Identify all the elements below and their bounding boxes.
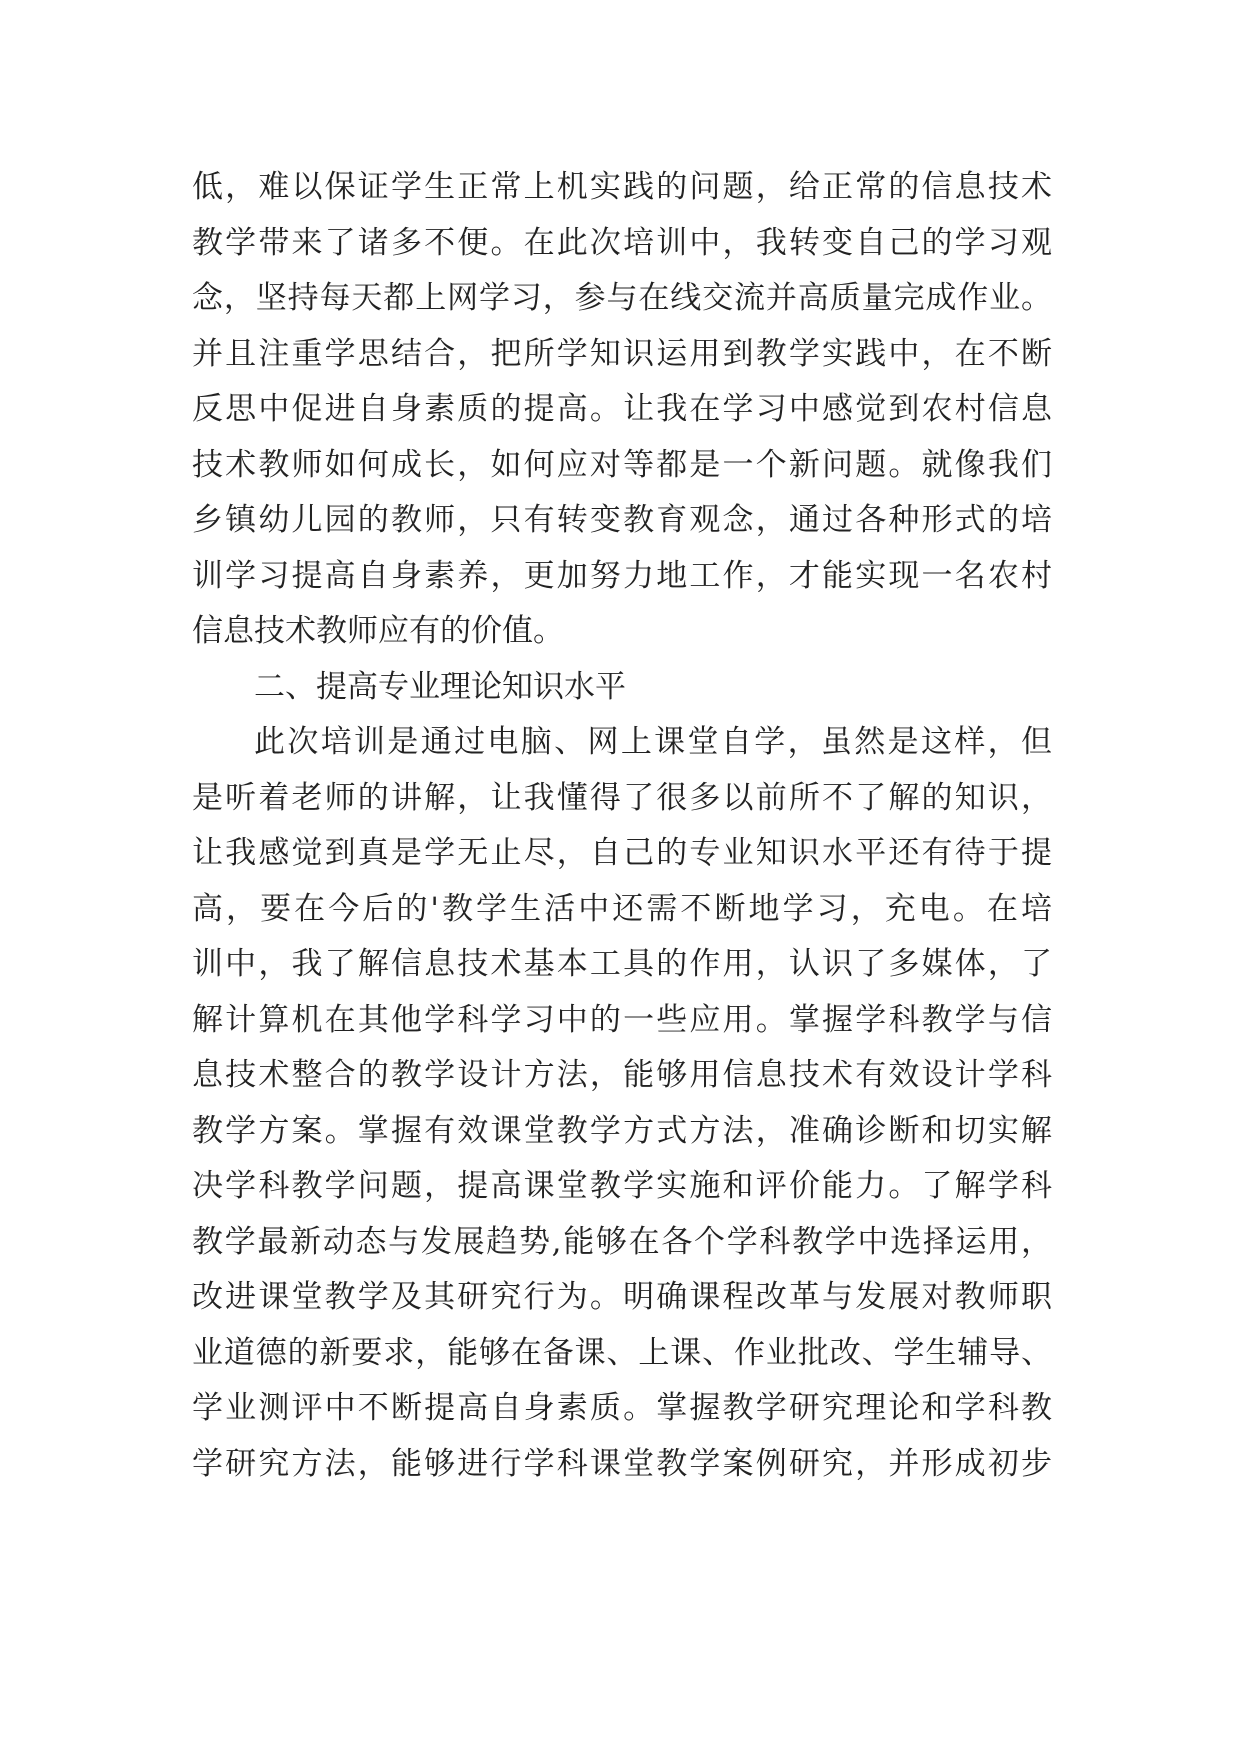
text-line: 并且注重学思结合，把所学知识运用到教学实践中，在不断 [192,335,1052,372]
text-line: 训学习提高自身素养，更加努力地工作，才能实现一名农村 [192,557,1052,594]
section-heading: 二、提高专业理论知识水平 [254,668,626,705]
text-line: 息技术整合的教学设计方法，能够用信息技术有效设计学科 [192,1057,1052,1093]
text-line: 教学最新动态与发展趋势,能够在各个学科教学中选择运用， [192,1223,1052,1260]
text-line: 训中，我了解信息技术基本工具的作用，认识了多媒体，了 [192,946,1052,982]
text-line: 乡镇幼儿园的教师，只有转变教育观念，通过各种形式的培 [192,502,1052,538]
text-line: 学研究方法，能够进行学科课堂教学案例研究，并形成初步 [192,1445,1052,1482]
text-line: 低，难以保证学生正常上机实践的问题，给正常的信息技术 [192,169,1052,205]
text-line: 是听着老师的讲解，让我懂得了很多以前所不了解的知识， [192,779,1052,816]
text-line: 反思中促进自身素质的提高。让我在学习中感觉到农村信息 [192,391,1052,427]
text-line: 教学方案。掌握有效课堂教学方式方法，准确诊断和切实解 [192,1112,1052,1149]
text-line: 教学带来了诸多不便。在此次培训中，我转变自己的学习观 [192,224,1052,261]
text-line: 改进课堂教学及其研究行为。明确课程改革与发展对教师职 [192,1279,1052,1315]
document-body [192,160,1052,1492]
text-line: 信息技术教师应有的价值。 [192,613,564,649]
text-line: 决学科教学问题，提高课堂教学实施和评价能力。了解学科 [192,1168,1052,1204]
text-line: 高，要在今后的'教学生活中还需不断地学习，充电。在培 [192,890,1052,927]
text-line: 念，坚持每天都上网学习，参与在线交流并高质量完成作业。 [192,280,1052,316]
text-line: 此次培训是通过电脑、网上课堂自学，虽然是这样，但 [254,724,1052,760]
text-line: 业道德的新要求，能够在备课、上课、作业批改、学生辅导、 [192,1334,1052,1371]
text-line: 学业测评中不断提高自身素质。掌握教学研究理论和学科教 [192,1390,1052,1426]
text-line: 让我感觉到真是学无止尽，自己的专业知识水平还有待于提 [192,835,1052,871]
text-line: 解计算机在其他学科学习中的一些应用。掌握学科教学与信 [192,1001,1052,1038]
text-line: 技术教师如何成长，如何应对等都是一个新问题。就像我们 [192,446,1052,483]
